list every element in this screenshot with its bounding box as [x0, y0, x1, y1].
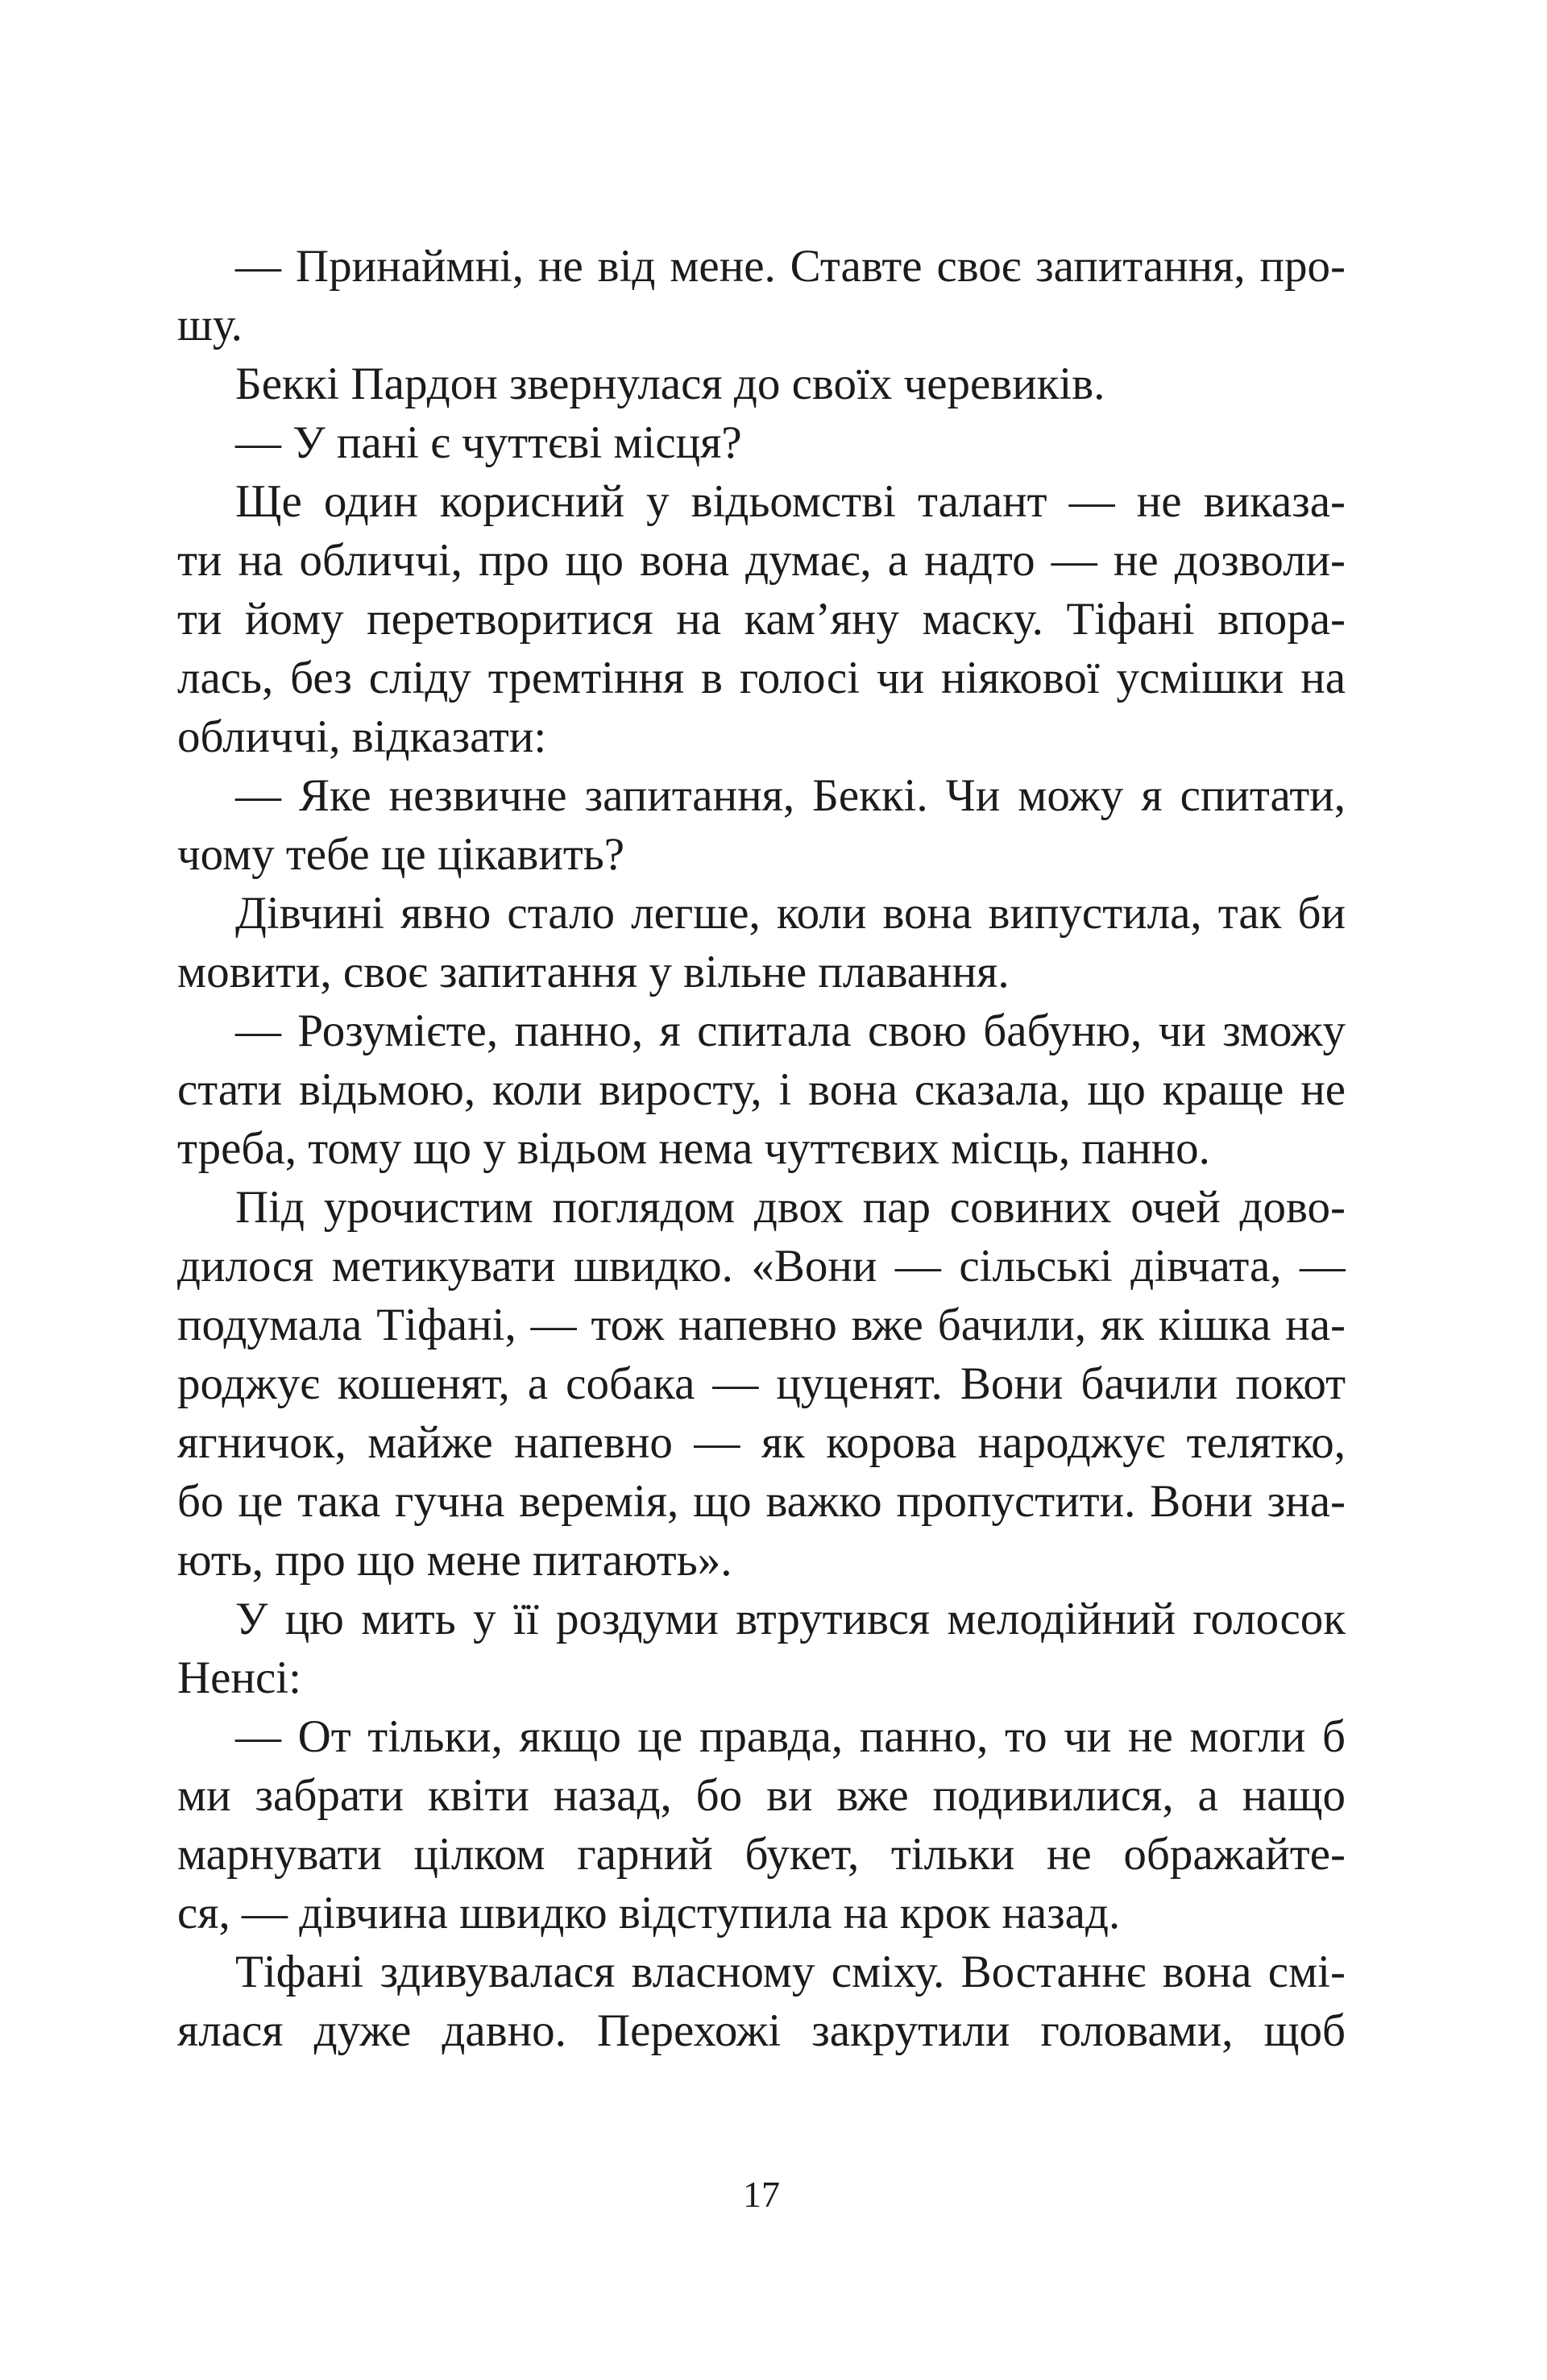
text-line: Беккі Пардон звернулася до своїх черевиків. — [235, 359, 1105, 409]
text-line: лась, без сліду тремтіння в голосі чи ніякової усмішки на — [177, 653, 1346, 703]
text-line: ти на обличчі, про що вона думає, а надто — не дозволи- — [177, 535, 1346, 586]
text-line: Під урочистим поглядом двох пар совиних очей дово- — [235, 1182, 1346, 1233]
text-line: Дівчині явно стало легше, коли вона випустила, так би — [235, 888, 1346, 939]
text-line: ють, про що мене питають». — [177, 1535, 732, 1586]
text-line: — Яке незвичне запитання, Беккі. Чи можу я спитати, — [235, 770, 1346, 821]
text-line: ти йому перетворитися на кам’яну маску. Тіфані впора- — [177, 594, 1346, 645]
text-line: Тіфані здивувалася власному сміху. Востаннє вона смі- — [235, 1947, 1346, 1997]
page-number: 17 — [743, 2174, 780, 2215]
text-line: марнувати цілком гарний букет, тільки не ображайте- — [177, 1829, 1346, 1880]
text-line: чому тебе це цікавить? — [177, 829, 625, 880]
text-line: ялася дуже давно. Перехожі закрутили головами, щоб — [177, 2005, 1346, 2056]
text-line: ся, — дівчина швидко відступила на крок назад. — [177, 1888, 1121, 1938]
text-line: Ненсі: — [177, 1652, 301, 1703]
text-line: — Розумієте, панно, я спитала свою бабуню, чи зможу — [235, 1005, 1346, 1056]
text-line: Ще один корисний у відьомстві талант — не виказа- — [235, 476, 1346, 527]
text-line: подумала Тіфані, — тож напевно вже бачили, як кішка на- — [177, 1300, 1346, 1350]
text-line: бо це така гучна веремія, що важко пропустити. Вони зна- — [177, 1476, 1346, 1527]
text-block — [177, 237, 1346, 2060]
text-line: — Принаймні, не від мене. Ставте своє запитання, про- — [235, 241, 1346, 292]
text-line: дилося метикувати швидко. «Вони — сільські дівчата, — — [177, 1241, 1346, 1292]
text-line: ми забрати квіти назад, бо ви вже подивилися, а нащо — [177, 1770, 1346, 1821]
text-line: стати відьмою, коли виросту, і вона сказала, що краще не — [177, 1064, 1346, 1115]
text-line: ягничок, майже напевно — як корова народжує телятко, — [177, 1417, 1346, 1468]
text-line: — От тільки, якщо це правда, панно, то чи не могли б — [235, 1711, 1346, 1762]
text-line: У цю мить у її роздуми втрутився мелодійний голосок — [235, 1594, 1346, 1644]
text-line: обличчі, відказати: — [177, 711, 547, 762]
text-line: — У пані є чуттєві місця? — [235, 417, 742, 468]
text-line: треба, тому що у відьом нема чуттєвих місць, панно. — [177, 1123, 1210, 1174]
text-line: мовити, своє запитання у вільне плавання. — [177, 947, 1010, 997]
text-line: шу. — [177, 300, 243, 350]
text-line: роджує кошенят, а собака — цуценят. Вони бачили покот — [177, 1358, 1346, 1409]
